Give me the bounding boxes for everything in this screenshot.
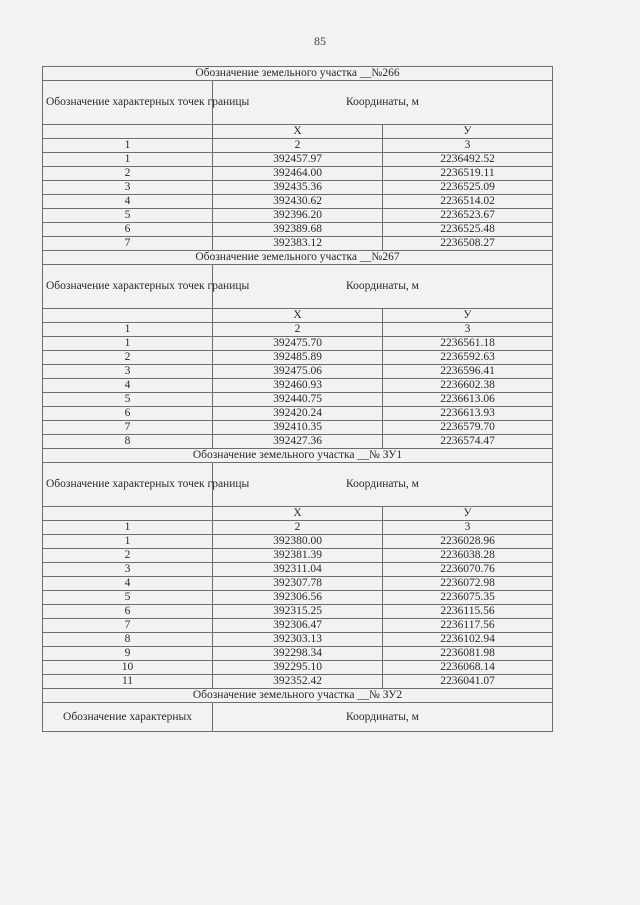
x-coordinate: 392427.36 — [213, 435, 383, 449]
table-row — [43, 421, 553, 435]
x-coordinate: 392383.12 — [213, 237, 383, 251]
column-number: 3 — [383, 521, 553, 535]
x-coordinate: 392475.06 — [213, 365, 383, 379]
table-row — [43, 605, 553, 619]
header-row — [43, 463, 553, 507]
point-number: 9 — [43, 647, 213, 661]
x-coordinate: 392306.47 — [213, 619, 383, 633]
table-row — [43, 337, 553, 351]
point-number: 2 — [43, 167, 213, 181]
coords-label-header: Координаты, м — [213, 81, 553, 125]
table-row — [43, 167, 553, 181]
x-coordinate: 392307.78 — [213, 577, 383, 591]
xy-label-row — [43, 507, 553, 521]
table-row — [43, 379, 553, 393]
y-coordinate: 2236561.18 — [383, 337, 553, 351]
y-label: У — [383, 507, 553, 521]
column-number: 2 — [213, 139, 383, 153]
column-number-row — [43, 323, 553, 337]
empty-cell — [43, 125, 213, 139]
table-row — [43, 223, 553, 237]
point-number: 10 — [43, 661, 213, 675]
point-number: 3 — [43, 365, 213, 379]
plot-title: Обозначение земельного участка __№ ЗУ1 — [43, 449, 553, 463]
empty-cell — [43, 309, 213, 323]
table-row — [43, 435, 553, 449]
header-row — [43, 265, 553, 309]
plot-title: Обозначение земельного участка __№ ЗУ2 — [43, 689, 553, 703]
table-row — [43, 577, 553, 591]
plot-title-row — [43, 449, 553, 463]
table-row — [43, 195, 553, 209]
point-number: 3 — [43, 563, 213, 577]
y-coordinate: 2236068.14 — [383, 661, 553, 675]
table-row — [43, 647, 553, 661]
y-coordinate: 2236102.94 — [383, 633, 553, 647]
header-row — [43, 81, 553, 125]
x-coordinate: 392420.24 — [213, 407, 383, 421]
plot-title: Обозначение земельного участка __№267 — [43, 251, 553, 265]
table-row — [43, 237, 553, 251]
y-coordinate: 2236596.41 — [383, 365, 553, 379]
y-coordinate: 2236592.63 — [383, 351, 553, 365]
column-number: 1 — [43, 323, 213, 337]
table-row — [43, 661, 553, 675]
point-label-header: Обозначение характерных — [43, 703, 213, 732]
coords-label-header: Координаты, м — [213, 703, 553, 732]
table-row — [43, 675, 553, 689]
column-number: 3 — [383, 323, 553, 337]
point-number: 6 — [43, 223, 213, 237]
plot-title-row — [43, 689, 553, 703]
page-number: 85 — [314, 34, 326, 48]
y-coordinate: 2236613.06 — [383, 393, 553, 407]
x-coordinate: 392298.34 — [213, 647, 383, 661]
point-label-header: Обозначение характерных точек границы — [43, 265, 213, 309]
point-number: 1 — [43, 535, 213, 549]
plot-title-row — [43, 67, 553, 81]
point-number: 6 — [43, 407, 213, 421]
coordinates-table — [42, 66, 553, 732]
y-coordinate: 2236519.11 — [383, 167, 553, 181]
x-coordinate: 392440.75 — [213, 393, 383, 407]
header-row — [43, 703, 553, 732]
x-coordinate: 392410.35 — [213, 421, 383, 435]
x-coordinate: 392306.56 — [213, 591, 383, 605]
y-coordinate: 2236514.02 — [383, 195, 553, 209]
point-number: 5 — [43, 393, 213, 407]
column-number: 1 — [43, 521, 213, 535]
column-number-row — [43, 521, 553, 535]
column-number: 3 — [383, 139, 553, 153]
x-coordinate: 392315.25 — [213, 605, 383, 619]
table-row — [43, 351, 553, 365]
table-row — [43, 407, 553, 421]
point-number: 2 — [43, 549, 213, 563]
point-number: 4 — [43, 577, 213, 591]
point-number: 4 — [43, 379, 213, 393]
table-row — [43, 181, 553, 195]
coords-label-header: Координаты, м — [213, 463, 553, 507]
table-row — [43, 591, 553, 605]
y-coordinate: 2236579.70 — [383, 421, 553, 435]
y-coordinate: 2236525.09 — [383, 181, 553, 195]
y-label: У — [383, 125, 553, 139]
x-label: Х — [213, 507, 383, 521]
empty-cell — [43, 507, 213, 521]
xy-label-row — [43, 125, 553, 139]
table-row — [43, 549, 553, 563]
x-coordinate: 392303.13 — [213, 633, 383, 647]
x-coordinate: 392352.42 — [213, 675, 383, 689]
y-coordinate: 2236602.38 — [383, 379, 553, 393]
xy-label-row — [43, 309, 553, 323]
y-coordinate: 2236041.07 — [383, 675, 553, 689]
y-coordinate: 2236081.98 — [383, 647, 553, 661]
y-coordinate: 2236613.93 — [383, 407, 553, 421]
y-coordinate: 2236072.98 — [383, 577, 553, 591]
x-label: Х — [213, 309, 383, 323]
column-number: 2 — [213, 521, 383, 535]
point-number: 7 — [43, 619, 213, 633]
x-coordinate: 392460.93 — [213, 379, 383, 393]
point-number: 7 — [43, 421, 213, 435]
table-row — [43, 153, 553, 167]
y-coordinate: 2236038.28 — [383, 549, 553, 563]
x-coordinate: 392464.00 — [213, 167, 383, 181]
plot-title-row — [43, 251, 553, 265]
y-coordinate: 2236075.35 — [383, 591, 553, 605]
point-number: 4 — [43, 195, 213, 209]
point-number: 3 — [43, 181, 213, 195]
table-row — [43, 633, 553, 647]
point-number: 1 — [43, 337, 213, 351]
column-number: 1 — [43, 139, 213, 153]
y-coordinate: 2236574.47 — [383, 435, 553, 449]
y-coordinate: 2236070.76 — [383, 563, 553, 577]
point-number: 1 — [43, 153, 213, 167]
table-row — [43, 393, 553, 407]
x-coordinate: 392430.62 — [213, 195, 383, 209]
x-coordinate: 392381.39 — [213, 549, 383, 563]
table-row — [43, 619, 553, 633]
y-coordinate: 2236115.56 — [383, 605, 553, 619]
point-label-header: Обозначение характерных точек границы — [43, 463, 213, 507]
plot-title: Обозначение земельного участка __№266 — [43, 67, 553, 81]
y-coordinate: 2236492.52 — [383, 153, 553, 167]
x-coordinate: 392396.20 — [213, 209, 383, 223]
x-coordinate: 392295.10 — [213, 661, 383, 675]
point-number: 8 — [43, 435, 213, 449]
table-row — [43, 365, 553, 379]
y-coordinate: 2236525.48 — [383, 223, 553, 237]
x-coordinate: 392475.70 — [213, 337, 383, 351]
y-coordinate: 2236523.67 — [383, 209, 553, 223]
x-label: Х — [213, 125, 383, 139]
column-number-row — [43, 139, 553, 153]
coords-label-header: Координаты, м — [213, 265, 553, 309]
y-coordinate: 2236117.56 — [383, 619, 553, 633]
x-coordinate: 392485.89 — [213, 351, 383, 365]
x-coordinate: 392389.68 — [213, 223, 383, 237]
table-row — [43, 535, 553, 549]
y-coordinate: 2236508.27 — [383, 237, 553, 251]
y-label: У — [383, 309, 553, 323]
y-coordinate: 2236028.96 — [383, 535, 553, 549]
point-number: 8 — [43, 633, 213, 647]
x-coordinate: 392311.04 — [213, 563, 383, 577]
point-number: 7 — [43, 237, 213, 251]
point-number: 11 — [43, 675, 213, 689]
point-number: 6 — [43, 605, 213, 619]
table-row — [43, 563, 553, 577]
column-number: 2 — [213, 323, 383, 337]
point-number: 5 — [43, 209, 213, 223]
point-label-header: Обозначение характерных точек границы — [43, 81, 213, 125]
x-coordinate: 392457.97 — [213, 153, 383, 167]
point-number: 2 — [43, 351, 213, 365]
point-number: 5 — [43, 591, 213, 605]
x-coordinate: 392380.00 — [213, 535, 383, 549]
table-row — [43, 209, 553, 223]
x-coordinate: 392435.36 — [213, 181, 383, 195]
